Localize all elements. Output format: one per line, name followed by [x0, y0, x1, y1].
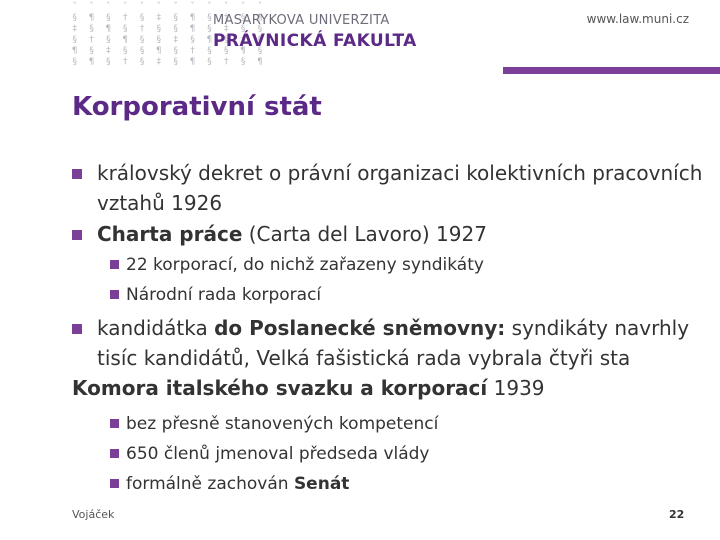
logo-pattern-row: § ¶ § † § ‡ § ¶ § † § ¶ [72, 57, 266, 67]
website-url: www.law.muni.cz [586, 12, 689, 26]
subbullet-text: 650 členů jmenoval předseda vlády [126, 444, 430, 464]
logo-pattern-row: § ¶ § † § ‡ § ¶ § † § ¶ [72, 13, 266, 23]
header-accent-bar [503, 67, 720, 74]
square-bullet-icon [110, 479, 119, 488]
subbullet-bold-text: Senát [293, 474, 350, 494]
bullet-text: kandidátka [97, 316, 215, 340]
square-bullet-icon [72, 230, 82, 240]
subbullet-text: bez přesně stanovených kompetencí [126, 414, 439, 434]
subbullet-text: Národní rada korporací [126, 285, 322, 305]
subbullet-text: formálně zachován [126, 474, 294, 494]
logo-pattern-row: ¶ § ‡ § § ¶ § † § § ¶ § [72, 46, 266, 56]
bullet-bold-text: do Poslanecké sněmovny: [214, 316, 506, 340]
bullet-bold-text: Charta práce [97, 222, 243, 246]
square-bullet-icon [110, 260, 119, 269]
university-name: MASARYKOVA UNIVERZITA [213, 13, 390, 28]
logo-pattern-row: § † § ¶ § § ‡ § ¶ § † § [72, 35, 266, 45]
logo-pattern-row: ‡ § ¶ § † § § ¶ § ‡ § § [72, 24, 266, 34]
subbullet-corporations [72, 250, 712, 280]
bullet-text: (Carta del Lavoro) 1927 [242, 222, 487, 246]
subbullet-members [72, 439, 712, 469]
paragraph-bold-text: Komora italského svazku a korporací [72, 376, 488, 400]
subbullet-competences [72, 409, 712, 439]
slide-title: Korporativní stát [72, 92, 322, 122]
page-number: 22 [669, 508, 685, 521]
slide-content [72, 158, 712, 499]
university-logo-pattern [72, 2, 266, 70]
square-bullet-icon [110, 419, 119, 428]
bullet-royal-decree [72, 158, 712, 218]
square-bullet-icon [72, 169, 82, 179]
faculty-name: PRÁVNICKÁ FAKULTA [213, 31, 417, 51]
square-bullet-icon [110, 290, 119, 299]
subbullet-national-council [72, 280, 712, 310]
bullet-charta-prace [72, 219, 712, 249]
logo-pattern-row: ˇ ˇ ˇ ˇ ˇ ˇ ˇ ˇ ˇ ˇ ˇ ˇ [72, 2, 266, 12]
square-bullet-icon [110, 449, 119, 458]
bullet-text: syndikáty navrhly tisíc kandidátů, Velká fašistická rada vybrala čtyři sta [97, 316, 690, 370]
paragraph-text: 1939 [487, 376, 545, 400]
bullet-candidate-list [72, 313, 712, 373]
footer-author: Vojáček [72, 508, 115, 521]
subbullet-text: 22 korporací, do nichž zařazeny syndikáty [126, 255, 484, 275]
bullet-text: královský dekret o právní organizaci kolektivních pracovních vztahů 1926 [97, 161, 703, 215]
square-bullet-icon [72, 324, 82, 334]
subbullet-senate [72, 469, 712, 499]
paragraph-chamber [72, 373, 712, 403]
